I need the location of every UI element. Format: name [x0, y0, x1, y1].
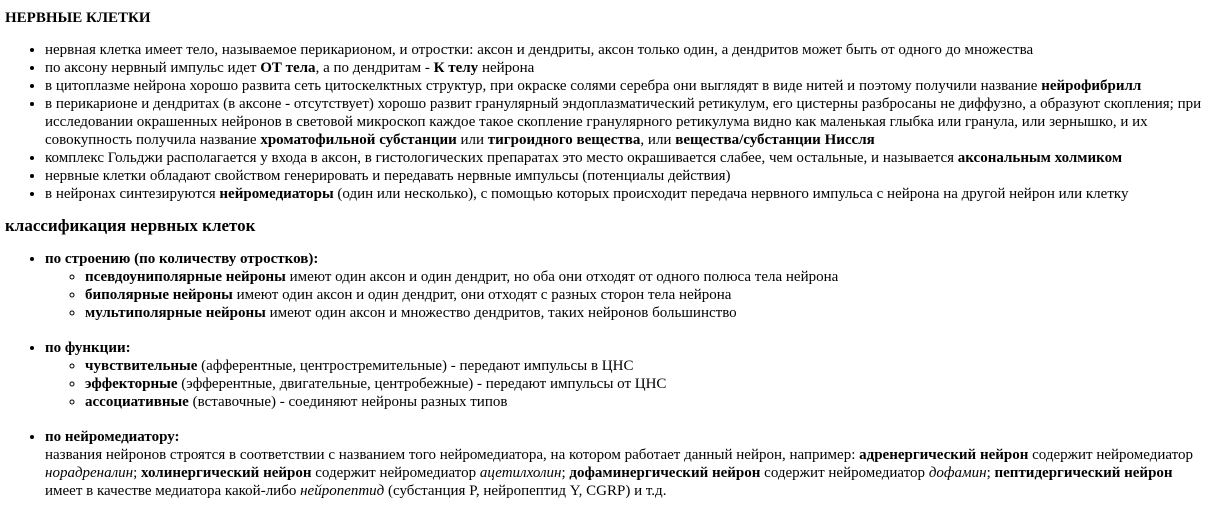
- list-item: • нервные клетки обладают свойством генерировать и передавать нервные импульсы (потенциалы действия): [45, 167, 1207, 185]
- classification-group-mediator: • по нейромедиатору: названия нейронов строятся в соответствии с названием того нейромедиатора, на котором работает данный нейрон, например: адренергический нейрон содержит нейромедиатор норадреналин; холинергический нейрон содержит нейромедиатор ацетилхолин; дофаминергический нейрон содержит нейромедиатор дофамин; пептидергический нейрон имеет в качестве медиатора какой-либо нейропептид (субстанция P, нейропептид Y, CGRP) и т.д.: [45, 428, 1207, 500]
- list-item: ◦ чувствительные (афферентные, центростремительные) - передают импульсы в ЦНС: [85, 357, 1207, 375]
- intro-list: [5, 41, 1207, 203]
- list-item: ◦ псевдоуниполярные нейроны имеют один аксон и один дендрит, но оба они отходят от одного полюса тела нейрона: [85, 268, 1207, 286]
- list-item: ◦ эффекторные (эфферентные, двигательные, центробежные) - передают импульсы от ЦНС: [85, 375, 1207, 393]
- list-item: ◦ ассоциативные (вставочные) - соединяют нейроны разных типов: [85, 393, 1207, 411]
- page-title: НЕРВНЫЕ КЛЕТКИ: [5, 10, 151, 26]
- list-item: ◦ биполярные нейроны имеют один аксон и один дендрит, они отходят с разных сторон тела нейрона: [85, 286, 1207, 304]
- list-item: • в цитоплазме нейрона хорошо развита сеть цитоскелктных структур, при окраске солями серебра они выглядят в виде нитей и поэтому получили название нейрофибрилл: [45, 77, 1207, 95]
- sublist: [45, 268, 1207, 322]
- list-item: • по аксону нервный импульс идет ОТ тела, а по дендритам - К телу нейрона: [45, 59, 1207, 77]
- classification-list: [5, 250, 1207, 500]
- list-item: ◦ мультиполярные нейроны имеют один аксон и множество дендритов, таких нейронов большинство: [85, 304, 1207, 322]
- list-item: • в нейронах синтезируются нейромедиаторы (один или несколько), с помощью которых происходит передача нервного импульса с нейрона на другой нейрон или клетку: [45, 185, 1207, 203]
- list-item: • комплекс Гольджи располагается у входа в аксон, в гистологических препаратах это место окрашивается слабее, чем остальные, и называется аксональным холмиком: [45, 149, 1207, 167]
- list-item: • в перикарионе и дендритах (в аксоне - отсутствует) хорошо развит гранулярный эндоплазматический ретикулум, его цистерны разбросаны не диффузно, а образуют скопления; при исследовании окрашенных нейронов в световой микроскоп каждое такое скопление гранулярного ретикулума видно как маленькая глыбка или гранула, или зернышко, и их совокупность получила название хроматофильной субстанции или тигроидного вещества, или вещества/субстанции Ниссля: [45, 95, 1207, 149]
- classification-group-function: • по функции: ◦ чувствительные (афферентные, центростремительные) - передают импульсы в ЦНС ◦ эффекторные (эфферентные, двигательные, центробежные) - передают импульсы от ЦНС ◦ ассоциативные (вставочные) - соединяют нейроны разных типов: [45, 339, 1207, 411]
- section-heading: классификация нервных клеток: [5, 216, 256, 235]
- list-item: • нервная клетка имеет тело, называемое перикарионом, и отростки: аксон и дендриты, аксон только один, а дендритов может быть от одного до множества: [45, 41, 1207, 59]
- classification-group-structure: • по строению (по количеству отростков): ◦ псевдоуниполярные нейроны имеют один аксон и один дендрит, но оба они отходят от одного полюса тела нейрона ◦ биполярные нейроны имеют один аксон и один дендрит, они отходят с разных сторон тела нейрона ◦ мультиполярные нейроны имеют один аксон и множество дендритов, таких нейронов большинство: [45, 250, 1207, 322]
- sublist: [45, 357, 1207, 411]
